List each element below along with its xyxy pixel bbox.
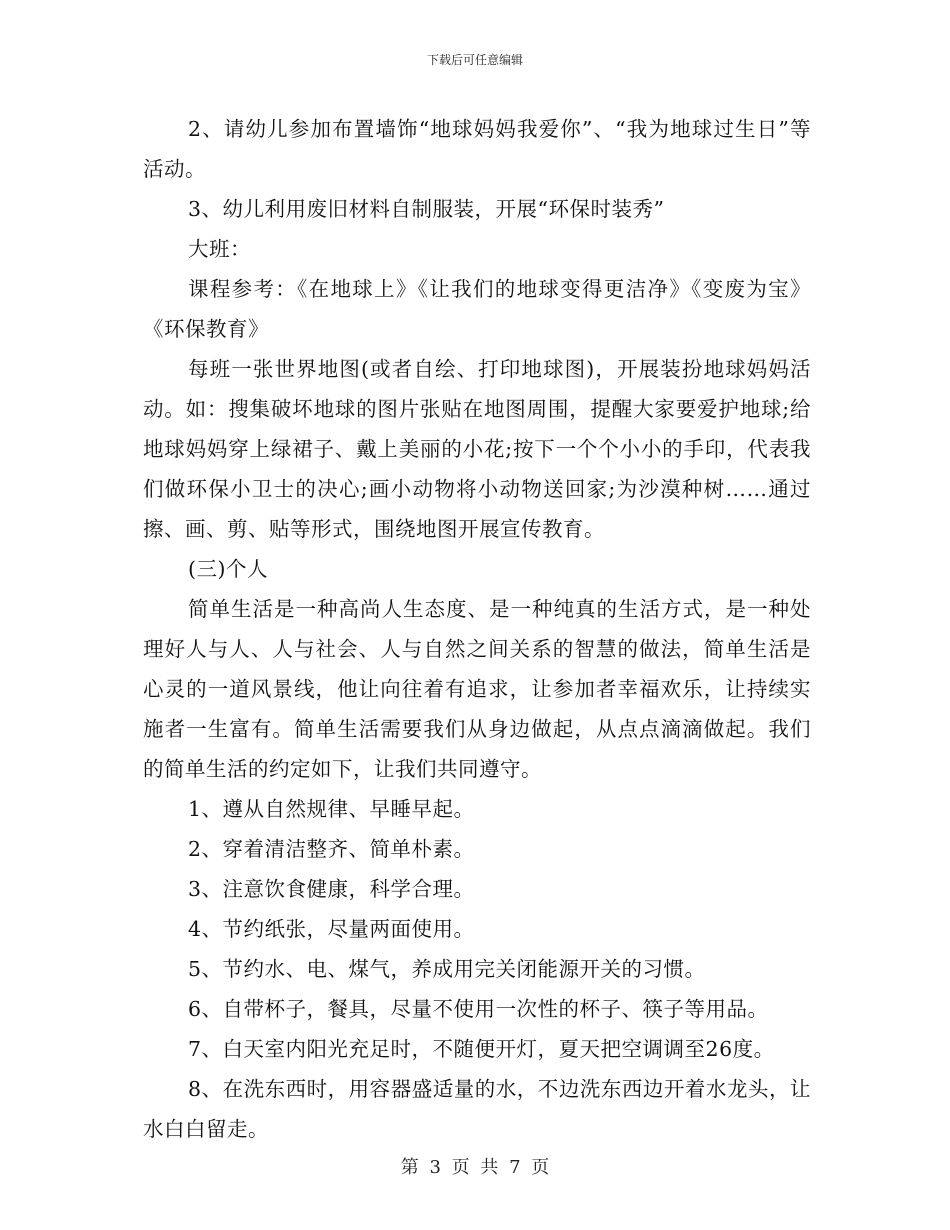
list-item-rule-7: 7、白天室内阳光充足时，不随便开灯，夏天把空调调至26度。 [188, 1037, 775, 1061]
paragraph-item-3: 3、幼儿利用废旧材料自制服装，开展“环保时装秀” [188, 197, 665, 221]
paragraph-item-2: 2、请幼儿参加布置墙饰“地球妈妈我爱你”、“我为地球过生日”等活动。 [143, 117, 811, 181]
section-heading-senior-class: 大班： [188, 237, 251, 261]
list-item-rule-1: 1、遵从自然规律、早睡早起。 [188, 797, 475, 821]
page-header-note: 下载后可任意编辑 [426, 53, 523, 67]
list-item-rule-3: 3、注意饮食健康，科学合理。 [188, 877, 475, 901]
paragraph-world-map-activity: 每班一张世界地图(或者自绘、打印地球图)，开展装扮地球妈妈活动。如：搜集破坏地球的图片张贴在地图周围，提醒大家要爱护地球;给地球妈妈穿上绿裙子、戴上美丽的小花;按下一个个小小的手印，代表我们做环保小卫士的决心;画小动物将小动物送回家;为沙漠种树……通过擦、画、剪、贴等形式，围绕地图开展宣传教育。 [143, 357, 811, 541]
list-item-rule-2: 2、穿着清洁整齐、简单朴素。 [188, 837, 475, 861]
paragraph-course-reference: 课程参考：《在地球上》《让我们的地球变得更洁净》《变废为宝》《环保教育》 [143, 277, 811, 341]
page-number-footer: 第 3 页 共 7 页 [400, 1157, 550, 1178]
paragraph-simple-life: 简单生活是一种高尚人生态度、是一种纯真的生活方式，是一种处理好人与人、人与社会、人与自然之间关系的智慧的做法，简单生活是心灵的一道风景线，他让向往着有追求，让参加者幸福欢乐，让持续实施者一生富有。简单生活需要我们从身边做起，从点点滴滴做起。我们的简单生活的约定如下，让我们共同遵守。 [143, 597, 811, 781]
document-body [143, 109, 811, 1149]
list-item-rule-8: 8、在洗东西时，用容器盛适量的水，不边洗东西边开着水龙头，让水白白留走。 [143, 1077, 811, 1141]
section-heading-individual: (三)个人 [188, 557, 268, 581]
list-item-rule-5: 5、节约水、电、煤气，养成用完关闭能源开关的习惯。 [188, 957, 706, 981]
list-item-rule-4: 4、节约纸张，尽量两面使用。 [188, 917, 475, 941]
list-item-rule-6: 6、自带杯子，餐具，尽量不使用一次性的杯子、筷子等用品。 [188, 997, 769, 1021]
